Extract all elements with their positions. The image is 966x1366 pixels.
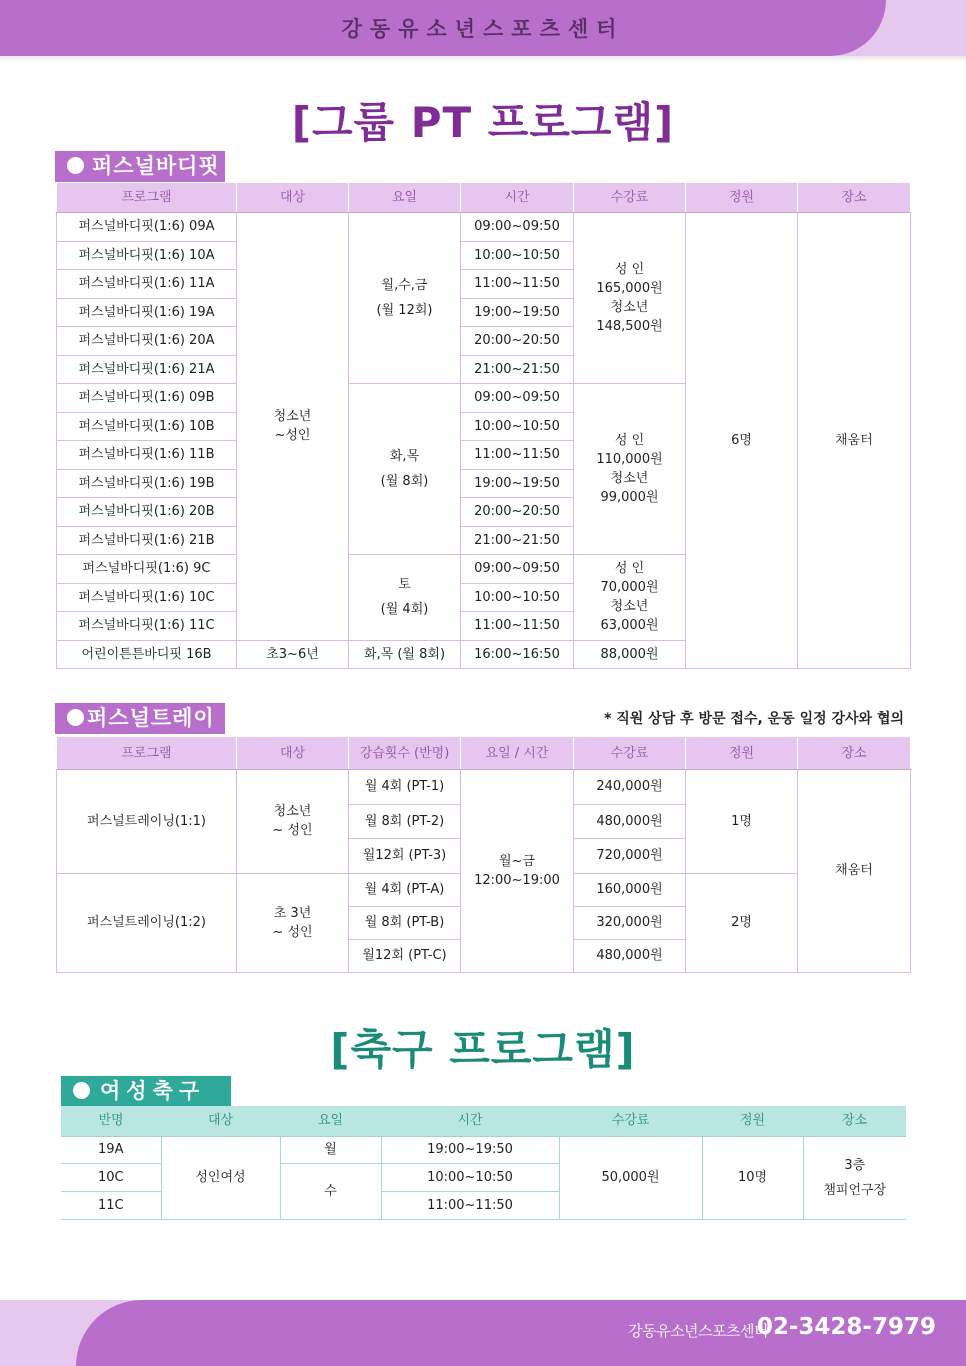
- target-line: 청소년: [273, 409, 312, 425]
- days-line: (월 12회): [376, 303, 433, 318]
- section-label-text: 퍼스널트레이: [87, 706, 215, 730]
- time-cell: 10:00~10:50: [461, 583, 574, 612]
- time-cell: 10:00~10:50: [381, 1164, 559, 1192]
- time-cell: 20:00~20:50: [461, 327, 574, 356]
- sessions-cell: 월 8회 (PT-B): [349, 906, 461, 939]
- day-cell: 월: [280, 1136, 381, 1164]
- time-cell: 19:00~19:50: [461, 469, 574, 498]
- header-cell: 프로그램: [57, 737, 237, 770]
- time-cell: 11:00~11:50: [461, 441, 574, 470]
- program-cell: 퍼스널바디핏(1:6) 11A: [57, 270, 237, 299]
- target-line: ~성인: [274, 428, 311, 444]
- table-row: [57, 213, 911, 242]
- header-cell: 장소: [798, 183, 911, 213]
- fee-cell: [574, 384, 686, 555]
- fee-line: 청소년: [610, 471, 649, 486]
- training-table: [56, 736, 911, 973]
- fee-line: 165,000원: [596, 281, 663, 296]
- sessions-cell: 월 4회 (PT-A): [349, 873, 461, 906]
- target-cell: [237, 873, 349, 972]
- sessions-cell: 월 4회 (PT-1): [349, 770, 461, 805]
- fee-line: 99,000원: [600, 490, 659, 505]
- table-row: [57, 770, 911, 805]
- capacity-cell: 10명: [702, 1136, 803, 1219]
- program-cell: 퍼스널바디핏(1:6) 20B: [57, 498, 237, 527]
- program-cell: 퍼스널바디핏(1:6) 19B: [57, 469, 237, 498]
- header-cell: 시간: [461, 183, 574, 213]
- days-cell: 화,목 (월 8회): [349, 640, 461, 669]
- day-cell: 수: [280, 1164, 381, 1219]
- bodyfit-table: [56, 182, 911, 669]
- sessions-cell: 월12회 (PT-3): [349, 839, 461, 874]
- section-label-training: [55, 703, 225, 734]
- fee-line: 성 인: [614, 433, 645, 448]
- header-cell: 수강료: [574, 183, 686, 213]
- program-cell: 퍼스널바디핏(1:6) 10C: [57, 583, 237, 612]
- capacity-cell: 1명: [686, 770, 798, 874]
- schedule-cell: [461, 770, 574, 973]
- fee-cell: 50,000원: [559, 1136, 702, 1219]
- section-label-bodyfit: [55, 151, 225, 182]
- fee-line: 성 인: [614, 561, 645, 577]
- header-cell: 요일: [349, 183, 461, 213]
- time-cell: 20:00~20:50: [461, 498, 574, 527]
- schedule-line: 12:00~19:00: [474, 872, 560, 888]
- fee-line: 청소년: [610, 599, 649, 615]
- fee-line: 148,500원: [596, 319, 663, 334]
- header-cell: 시간: [381, 1106, 559, 1136]
- header-cell: 대상: [237, 737, 349, 770]
- place-line: 3층: [844, 1157, 866, 1173]
- days-line: (월 8회): [380, 474, 429, 489]
- header-cell: 장소: [803, 1106, 906, 1136]
- table-header-row: [57, 737, 911, 770]
- fee-cell: 480,000원: [574, 804, 686, 839]
- days-line: 토: [398, 577, 411, 593]
- program-cell: 퍼스널트레이닝(1:2): [57, 873, 237, 972]
- time-cell: 11:00~11:50: [461, 612, 574, 641]
- soccer-program-title: [축구 프로그램]: [330, 1025, 636, 1074]
- program-cell: 퍼스널바디핏(1:6) 11C: [57, 612, 237, 641]
- header-cell: 반명: [61, 1106, 161, 1136]
- time-cell: 09:00~09:50: [461, 555, 574, 584]
- fee-cell: 88,000원: [574, 640, 686, 669]
- header-cell: 수강료: [574, 737, 686, 770]
- target-cell: 성인여성: [161, 1136, 280, 1219]
- program-cell: 퍼스널바디핏(1:6) 10A: [57, 241, 237, 270]
- header-cell: 대상: [161, 1106, 280, 1136]
- table-header-row: [57, 183, 911, 213]
- fee-line: 성 인: [614, 262, 645, 277]
- class-cell: 10C: [61, 1164, 161, 1192]
- pt-program-title: [그룹 PT 프로그램]: [291, 98, 675, 147]
- class-cell: 11C: [61, 1191, 161, 1219]
- target-line: 초 3년: [273, 905, 312, 921]
- fee-line: 70,000원: [600, 580, 659, 596]
- section-label-women-soccer: [61, 1076, 231, 1107]
- header-cell: 요일 / 시간: [461, 737, 574, 770]
- time-cell: 10:00~10:50: [461, 241, 574, 270]
- program-cell: 퍼스널바디핏(1:6) 09B: [57, 384, 237, 413]
- days-line: 화,목: [389, 449, 420, 464]
- time-cell: 21:00~21:50: [461, 355, 574, 384]
- days-line: 월,수,금: [381, 278, 428, 293]
- table-header-row: [61, 1106, 906, 1136]
- fee-cell: 240,000원: [574, 770, 686, 805]
- time-cell: 16:00~16:50: [461, 640, 574, 669]
- program-cell: 퍼스널트레이닝(1:1): [57, 770, 237, 874]
- header-cell: 대상: [237, 183, 349, 213]
- header-cell: 정원: [686, 737, 798, 770]
- time-cell: 10:00~10:50: [461, 412, 574, 441]
- time-cell: 11:00~11:50: [461, 270, 574, 299]
- place-cell: 채움터: [798, 770, 911, 973]
- days-line: (월 4회): [380, 602, 429, 618]
- place-value: 채움터: [835, 433, 873, 448]
- program-cell: 퍼스널바디핏(1:6) 20A: [57, 327, 237, 356]
- footer-phone: 02-3428-7979: [756, 1314, 936, 1340]
- time-cell: 09:00~09:50: [461, 213, 574, 242]
- capacity-value: 6명: [731, 433, 752, 448]
- place-cell: [798, 213, 911, 669]
- header-title: 강동유소년스포츠센터: [341, 17, 625, 41]
- fee-cell: [574, 555, 686, 641]
- fee-line: 청소년: [610, 300, 649, 315]
- bullet-dot-icon: [67, 709, 84, 726]
- time-cell: 09:00~09:50: [461, 384, 574, 413]
- program-cell: 퍼스널바디핏(1:6) 09A: [57, 213, 237, 242]
- header-cell: 장소: [798, 737, 911, 770]
- header-cell: 수강료: [559, 1106, 702, 1136]
- capacity-cell: 2명: [686, 873, 798, 972]
- fee-cell: 480,000원: [574, 939, 686, 972]
- days-cell: [349, 555, 461, 641]
- target-line: ~ 성인: [272, 823, 313, 839]
- program-cell: 어린이튼튼바디핏 16B: [57, 640, 237, 669]
- header-cell: 프로그램: [57, 183, 237, 213]
- time-cell: 11:00~11:50: [381, 1191, 559, 1219]
- bullet-dot-icon: [73, 1082, 90, 1099]
- time-cell: 19:00~19:50: [381, 1136, 559, 1164]
- program-cell: 퍼스널바디핏(1:6) 9C: [57, 555, 237, 584]
- place-line: 챔피언구장: [823, 1182, 887, 1198]
- soccer-table: [61, 1106, 906, 1220]
- time-cell: 21:00~21:50: [461, 526, 574, 555]
- bullet-dot-icon: [67, 157, 84, 174]
- target-cell: [237, 770, 349, 874]
- program-cell: 퍼스널바디핏(1:6) 11B: [57, 441, 237, 470]
- class-cell: 19A: [61, 1136, 161, 1164]
- fee-line: 63,000원: [600, 618, 659, 634]
- schedule-line: 월~금: [498, 853, 535, 869]
- target-cell: 초3~6년: [237, 640, 349, 669]
- header-cell: 정원: [686, 183, 798, 213]
- program-cell: 퍼스널바디핏(1:6) 21B: [57, 526, 237, 555]
- fee-line: 110,000원: [596, 452, 663, 467]
- section-label-text: 여성축구: [100, 1079, 206, 1103]
- target-cell: [237, 213, 349, 641]
- program-cell: 퍼스널바디핏(1:6) 10B: [57, 412, 237, 441]
- footer-center-name: 강동유소년스포츠센터: [628, 1322, 768, 1340]
- sessions-cell: 월12회 (PT-C): [349, 939, 461, 972]
- sessions-cell: 월 8회 (PT-2): [349, 804, 461, 839]
- fee-cell: 160,000원: [574, 873, 686, 906]
- program-cell: 퍼스널바디핏(1:6) 19A: [57, 298, 237, 327]
- header-shadow: [0, 56, 966, 62]
- target-line: ~ 성인: [272, 924, 313, 940]
- target-line: 청소년: [273, 804, 312, 820]
- section-label-text: 퍼스널바디핏: [92, 154, 220, 178]
- time-cell: 19:00~19:50: [461, 298, 574, 327]
- table-row: [61, 1136, 906, 1164]
- fee-cell: 320,000원: [574, 906, 686, 939]
- days-cell: [349, 384, 461, 555]
- header-cell: 강습횟수 (반명): [349, 737, 461, 770]
- header-cell: 정원: [702, 1106, 803, 1136]
- days-cell: [349, 213, 461, 384]
- header-cell: 요일: [280, 1106, 381, 1136]
- capacity-cell: [686, 213, 798, 669]
- place-cell: [803, 1136, 906, 1219]
- training-note: * 직원 상담 후 방문 접수, 운동 일정 강사와 협의: [604, 711, 904, 727]
- program-cell: 퍼스널바디핏(1:6) 21A: [57, 355, 237, 384]
- fee-cell: [574, 213, 686, 384]
- fee-cell: 720,000원: [574, 839, 686, 874]
